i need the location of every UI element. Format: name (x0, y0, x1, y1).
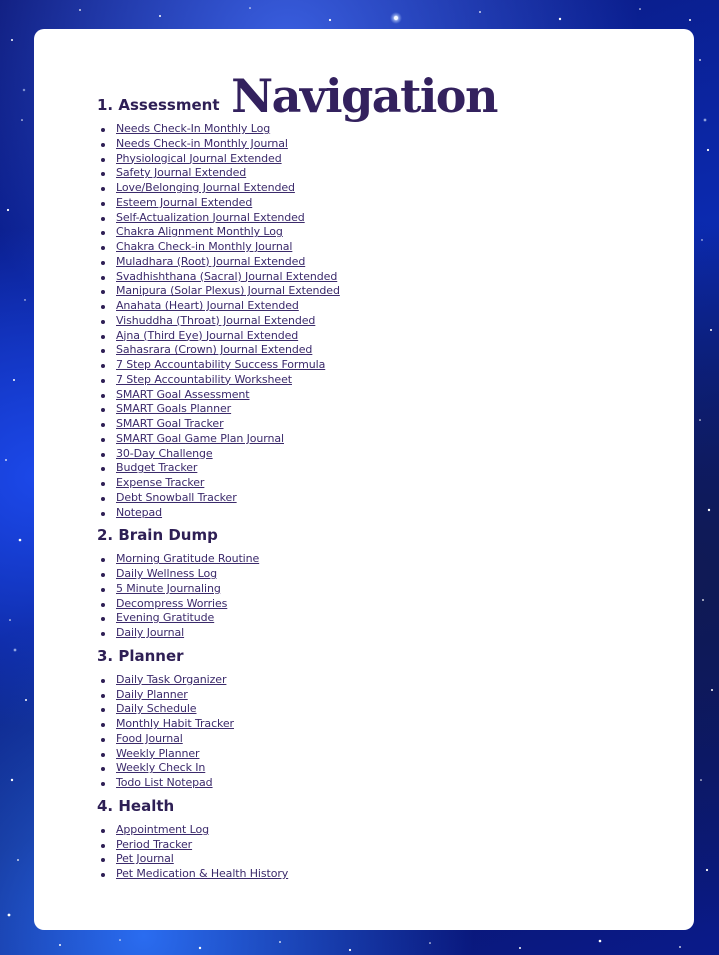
list-item (97, 776, 657, 791)
list-item (97, 255, 657, 270)
list-item (97, 388, 657, 403)
brain-dump-link-list (97, 552, 657, 641)
list-item (97, 373, 657, 388)
nav-link[interactable]: Decompress Worries (116, 596, 228, 610)
section-heading-planner: 3. Planner (97, 646, 184, 665)
navigation-card (34, 29, 694, 930)
nav-link[interactable]: Daily Journal (116, 626, 185, 639)
list-item (97, 225, 657, 240)
nav-link[interactable]: Daily Planner (116, 687, 188, 701)
nav-link[interactable]: Daily Schedule (116, 702, 197, 716)
list-item (97, 761, 657, 776)
nav-link[interactable]: SMART Goals Planner (116, 402, 232, 416)
nav-link[interactable]: Expense Tracker (116, 476, 205, 489)
list-item (97, 181, 657, 196)
nav-link[interactable]: Esteem Journal Extended (116, 195, 253, 209)
list-item (97, 717, 657, 732)
list-item (97, 402, 657, 417)
nav-link[interactable]: Period Tracker (116, 837, 193, 851)
nav-link[interactable]: Sahasrara (Crown) Journal Extended (116, 343, 313, 357)
section-heading-assessment: 1. Assessment (97, 96, 220, 114)
planner-link-list (97, 673, 657, 791)
list-item (97, 852, 657, 867)
nav-link[interactable]: Svadhishthana (Sacral) Journal Extended (116, 269, 338, 283)
nav-link[interactable]: Chakra Check-in Monthly Journal (116, 240, 293, 253)
list-item (97, 137, 657, 152)
list-item (97, 506, 657, 521)
list-item (97, 732, 657, 747)
nav-link[interactable]: Self-Actualization Journal Extended (116, 210, 305, 224)
list-item (97, 329, 657, 344)
list-item (97, 270, 657, 285)
list-item (97, 211, 657, 226)
list-item (97, 702, 657, 717)
nav-link[interactable]: SMART Goal Tracker (116, 417, 224, 430)
list-item (97, 314, 657, 329)
navigation-content (97, 95, 657, 882)
list-item (97, 823, 657, 838)
nav-link[interactable]: Pet Journal (116, 852, 174, 866)
nav-link[interactable]: Daily Task Organizer (116, 672, 227, 686)
page-title: Navigation (231, 69, 497, 123)
nav-link[interactable]: Todo List Notepad (116, 776, 213, 789)
nav-link[interactable]: Love/Belonging Journal Extended (116, 181, 295, 194)
list-item (97, 343, 657, 358)
list-item (97, 240, 657, 255)
nav-link[interactable]: 5 Minute Journaling (116, 581, 221, 595)
nav-link[interactable]: Vishuddha (Throat) Journal Extended (116, 313, 316, 327)
list-item (97, 747, 657, 762)
list-item (97, 358, 657, 373)
list-item (97, 552, 657, 567)
nav-link[interactable]: SMART Goal Assessment (116, 387, 250, 401)
list-item (97, 476, 657, 491)
nav-link[interactable]: Safety Journal Extended (116, 166, 247, 180)
list-item (97, 567, 657, 582)
nav-link[interactable]: Appointment Log (116, 822, 209, 836)
nav-link[interactable]: Notepad (116, 505, 163, 519)
nav-link[interactable]: Pet Medication & Health History (116, 867, 289, 880)
nav-link[interactable]: Muladhara (Root) Journal Extended (116, 254, 306, 268)
list-item (97, 196, 657, 211)
list-item (97, 626, 657, 641)
list-item (97, 867, 657, 882)
list-item (97, 597, 657, 612)
nav-link[interactable]: Budget Tracker (116, 461, 198, 475)
nav-link[interactable]: Daily Wellness Log (116, 567, 217, 580)
nav-link[interactable]: 30-Day Challenge (116, 446, 213, 460)
nav-link[interactable]: 7 Step Accountability Success Formula (116, 358, 326, 371)
nav-link[interactable]: Manipura (Solar Plexus) Journal Extended (116, 284, 340, 298)
list-item (97, 166, 657, 181)
list-item (97, 582, 657, 597)
nav-link[interactable]: Monthly Habit Tracker (116, 717, 234, 730)
list-item (97, 838, 657, 853)
nav-link[interactable]: 7 Step Accountability Worksheet (116, 372, 292, 386)
health-link-list (97, 823, 657, 882)
list-item (97, 688, 657, 703)
list-item (97, 447, 657, 462)
list-item (97, 611, 657, 626)
list-item (97, 284, 657, 299)
nav-link[interactable]: Ajna (Third Eye) Journal Extended (116, 328, 299, 342)
nav-link[interactable]: Anahata (Heart) Journal Extended (116, 299, 299, 312)
list-item (97, 432, 657, 447)
list-item (97, 461, 657, 476)
list-item (97, 673, 657, 688)
nav-link[interactable]: Debt Snowball Tracker (116, 490, 237, 504)
section-heading-brain-dump: 2. Brain Dump (97, 526, 218, 545)
list-item (97, 417, 657, 432)
list-item (97, 491, 657, 506)
nav-link[interactable]: Weekly Planner (116, 746, 200, 760)
nav-link[interactable]: Food Journal (116, 731, 183, 745)
nav-link[interactable]: Morning Gratitude Routine (116, 552, 260, 566)
nav-link[interactable]: Needs Check-in Monthly Journal (116, 136, 288, 150)
nav-link[interactable]: Weekly Check In (116, 761, 206, 775)
section-heading-health: 4. Health (97, 796, 175, 815)
assessment-link-list (97, 122, 657, 520)
list-item (97, 299, 657, 314)
nav-link[interactable]: Physiological Journal Extended (116, 151, 282, 165)
nav-link[interactable]: Evening Gratitude (116, 611, 215, 625)
nav-link[interactable]: Needs Check-In Monthly Log (116, 122, 271, 135)
list-item (97, 152, 657, 167)
nav-link[interactable]: SMART Goal Game Plan Journal (116, 431, 284, 445)
list-item (97, 122, 657, 137)
nav-link[interactable]: Chakra Alignment Monthly Log (116, 225, 283, 239)
